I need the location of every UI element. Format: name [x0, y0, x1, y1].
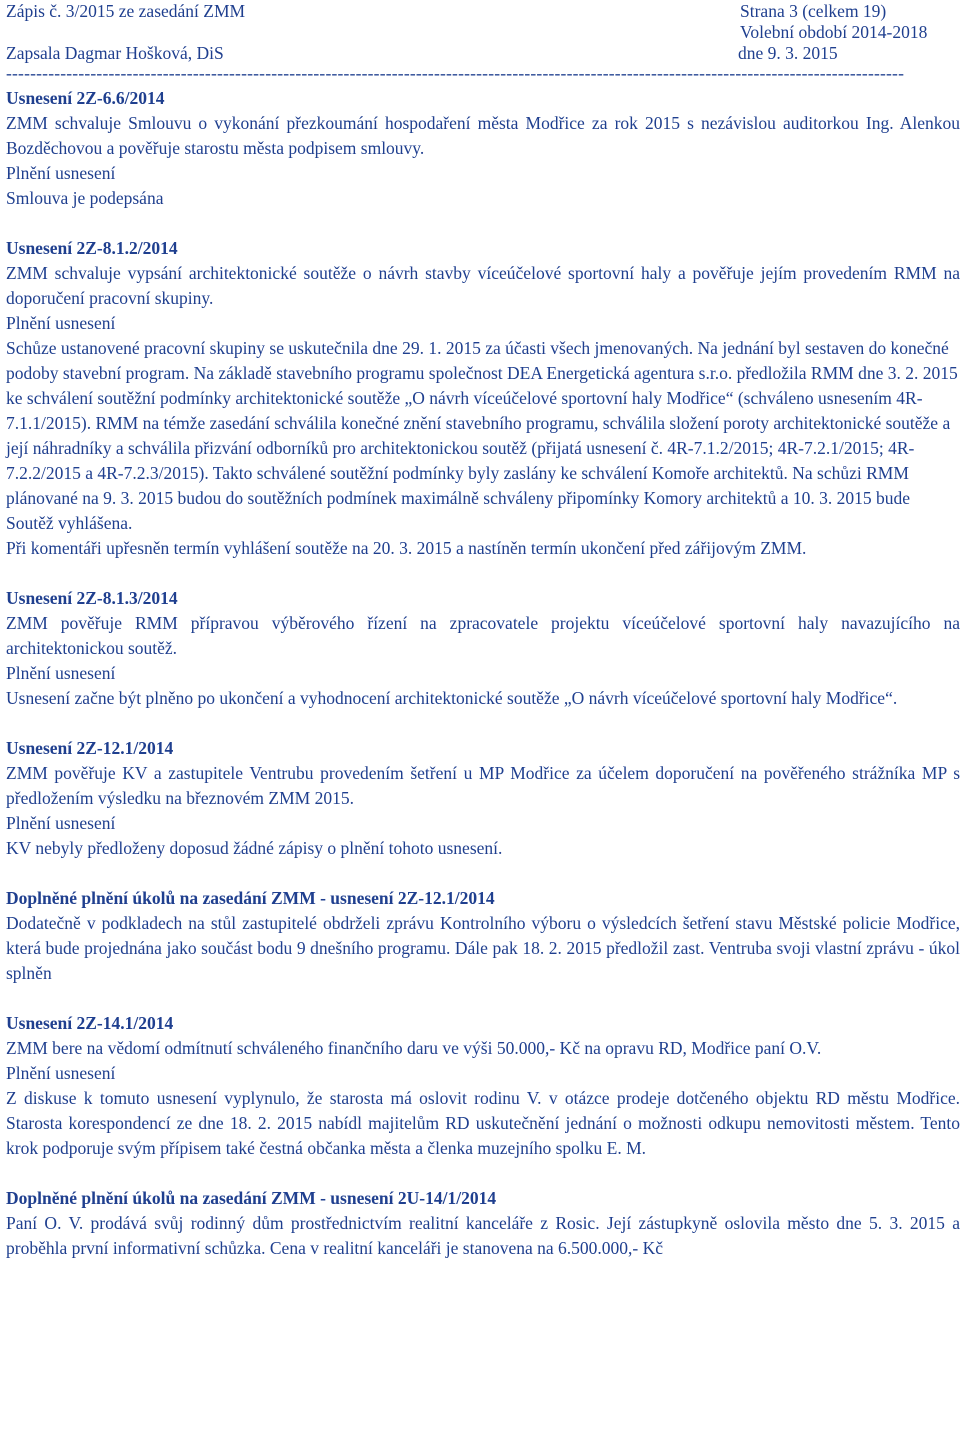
resolution-title: Usnesení 2Z-8.1.3/2014 [6, 588, 178, 608]
resolution-body: ZMM bere na vědomí odmítnutí schváleného finančního daru ve výši 50.000,- Kč na opravu RD, Modřice paní O.V. [6, 1038, 822, 1058]
fulfillment-result: Smlouva je podepsána [6, 188, 164, 208]
supplementary-body: Paní O. V. prodává svůj rodinný dům prostřednictvím realitní kanceláře z Rosic. Její zástupkyně oslovila město dne 5. 3. 2015 a proběhla první informativní schůzka. Cena v realitní kanceláři je stanovena na 6.500.000,- Kč [6, 1213, 960, 1258]
supplementary-section [6, 886, 960, 986]
fulfillment-result: KV nebyly předloženy doposud žádné zápisy o plnění tohoto usnesení. [6, 838, 503, 858]
document-title: Zápis č. 3/2015 ze zasedání ZMM [6, 1, 246, 21]
resolution-title: Usnesení 2Z-6.6/2014 [6, 88, 165, 108]
resolution-body: ZMM schvaluje Smlouvu o vykonání přezkoumání hospodaření města Modřice za rok 2015 s nezávislou auditorkou Ing. Alenkou Bozděchovou a pověřuje starostu města podpisem smlouvy. [6, 113, 960, 158]
resolution-section [6, 1011, 960, 1161]
fulfillment-label: Plnění usnesení [6, 313, 116, 333]
supplementary-title: Doplněné plnění úkolů na zasedání ZMM - usnesení 2Z-12.1/2014 [6, 888, 495, 908]
page-number: Strana 3 (celkem 19) [740, 1, 887, 21]
resolution-body: ZMM pověřuje RMM přípravou výběrového řízení na zpracovatele projektu víceúčelové sportovní haly navazujícího na architektonickou soutěž. [6, 613, 960, 658]
header-row-2 [6, 22, 960, 43]
fulfillment-result: Schůze ustanovené pracovní skupiny se uskutečnila dne 29. 1. 2015 za účasti všech jmenovaných. Na jednání byl sestaven do konečné podoby stavební program. Na základě stavebního programu společnost DEA Energetická agentura s.r.o. předložila RMM dne 3. 2. 2015 ke schválení soutěžní podmínky architektonické soutěže „O návrh víceúčelové sportovní haly Modřice“ (schváleno usnesením 4R-7.1.1/2015). RMM na témže zasedání schválila konečné znění stavebního programu, schválila složení poroty architektonické soutěže a její náhradníky a schválila přizvání odborníků pro architektonickou soutěž (přijatá usnesení č. 4R-7.1.2/2015; 4R-7.2.1/2015; 4R-7.2.2/2015 a 4R-7.2.3/2015). Takto schválené soutěžní podmínky byly zaslány ke schválení Komoře architektů. Na schůzi RMM plánované na 9. 3. 2015 budou do soutěžních podmínek maximálně schváleny připomínky Komory architektů a 10. 3. 2015 bude Soutěž vyhlášena. [6, 338, 958, 533]
author: Zapsala Dagmar Hošková, DiS [6, 43, 224, 63]
resolution-body: ZMM pověřuje KV a zastupitele Ventrubu provedením šetření u MP Modřice za účelem doporučení na pověřeného strážníka MP s předložením výsledku na březnovém ZMM 2015. [6, 763, 960, 808]
fulfillment-label: Plnění usnesení [6, 163, 116, 183]
resolution-title: Usnesení 2Z-12.1/2014 [6, 738, 174, 758]
header-row-3 [6, 43, 960, 64]
fulfillment-label: Plnění usnesení [6, 813, 116, 833]
supplementary-title: Doplněné plnění úkolů na zasedání ZMM - usnesení 2U-14/1/2014 [6, 1188, 497, 1208]
resolution-section [6, 236, 960, 561]
document-date: dne 9. 3. 2015 [738, 43, 838, 63]
fulfillment-result: Z diskuse k tomuto usnesení vyplynulo, že starosta má oslovit rodinu V. v otázce prodeje dotčeného objektu RD městu Modřice. Starosta korespondencí ze dne 18. 2. 2015 nabídl majitelům RD uskutečnění jednání o možnosti odkupu nemovitosti městem. Tento krok podporuje svým přípisem také čestná občanka města a členka muzejního spolku E. M. [6, 1088, 960, 1158]
resolution-section [6, 736, 960, 861]
document-page [6, 0, 960, 1261]
header-row-1 [6, 1, 960, 22]
fulfillment-label: Plnění usnesení [6, 1063, 116, 1083]
resolution-section [6, 86, 960, 211]
resolution-title: Usnesení 2Z-8.1.2/2014 [6, 238, 178, 258]
supplementary-section [6, 1186, 960, 1261]
resolution-body: ZMM schvaluje vypsání architektonické soutěže o návrh stavby víceúčelové sportovní haly a pověřuje jejím provedením RMM na doporučení pracovní skupiny. [6, 263, 960, 308]
fulfillment-label: Plnění usnesení [6, 663, 116, 683]
supplementary-body: Dodatečně v podkladech na stůl zastupitelé obdrželi zprávu Kontrolního výboru o výsledcích šetření stavu Městské policie Modřice, která bude projednána jako součást bodu 9 dnešního programu. Dále pak 18. 2. 2015 předložil zast. Ventruba svoji vlastní zprávu - úkol splněn [6, 913, 960, 983]
election-period: Volební období 2014-2018 [740, 22, 928, 42]
resolution-section [6, 586, 960, 711]
fulfillment-comment: Při komentáři upřesněn termín vyhlášení soutěže na 20. 3. 2015 a nastíněn termín ukončení před zářijovým ZMM. [6, 538, 807, 558]
header-separator: ----------------------------------------------------------------------------------------------------------------------------------------------------- [6, 64, 905, 82]
resolution-title: Usnesení 2Z-14.1/2014 [6, 1013, 174, 1033]
fulfillment-result: Usnesení začne být plněno po ukončení a vyhodnocení architektonické soutěže „O návrh víceúčelové sportovní haly Modřice“. [6, 688, 898, 708]
